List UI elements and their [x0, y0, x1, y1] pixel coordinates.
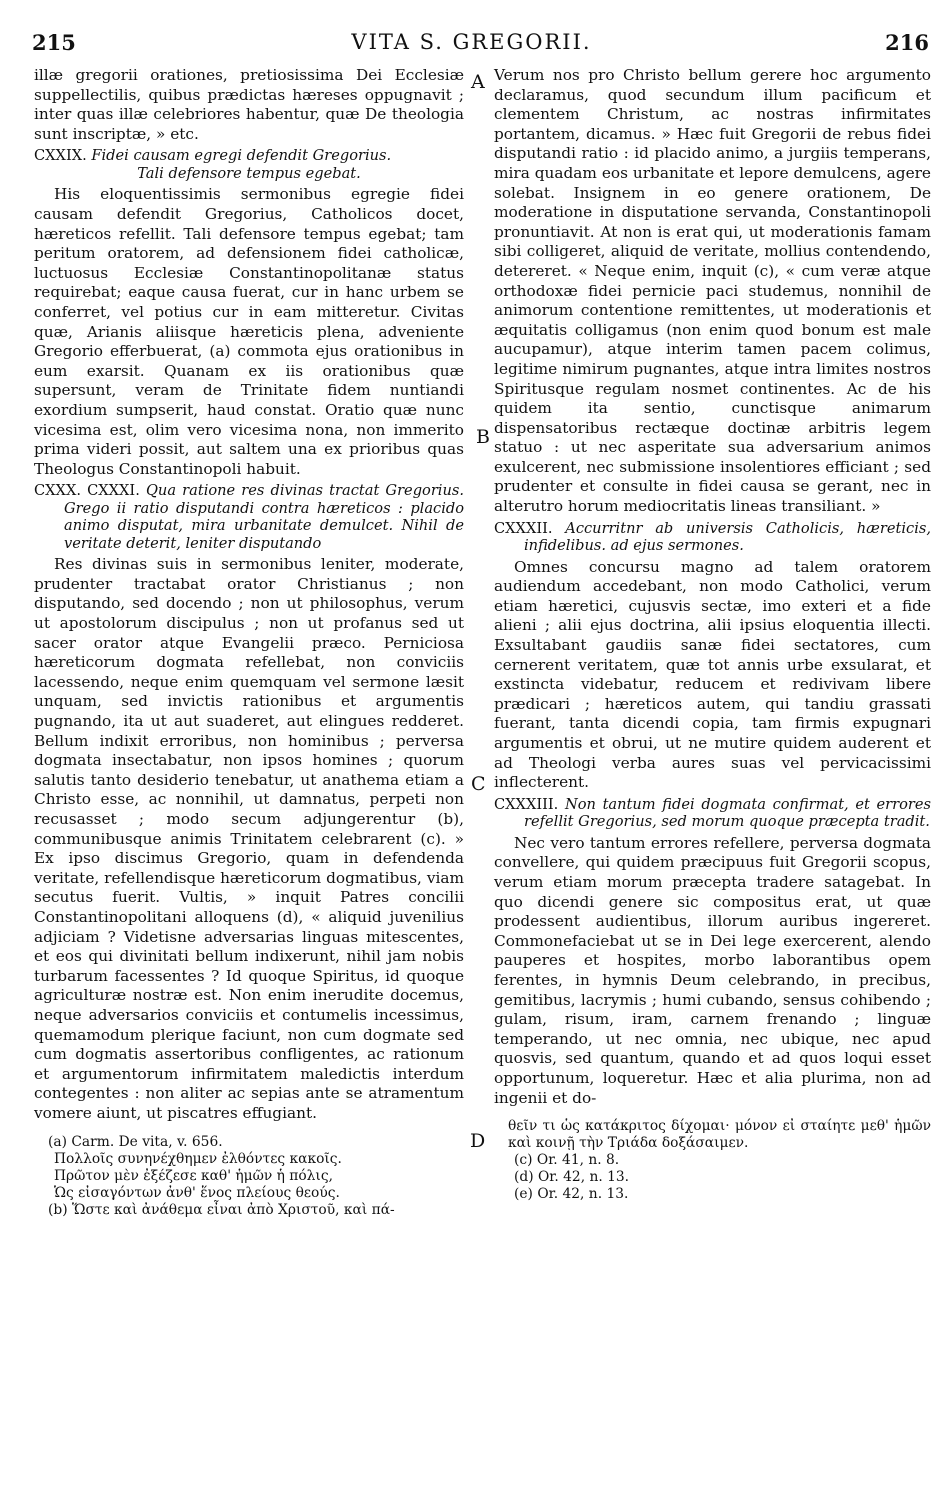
footnotes: [34, 1134, 464, 1219]
page-number-right: 216: [885, 30, 929, 55]
paragraph: His eloquentissimis sermonibus egregie fidei causam defendit Gregorius, Catholicos docet, hæreticos refellit. Tali defensore tempus egebat; tam peritum oratorem, ad defensionem fidei catholicæ, luctuosus Ecclesiæ Constantinopolitanæ status requirebat; eaque causa fuerat, cur in hanc urbem se conferret, vel potius cur in eam mitteretur. Civitas quæ, Arianis aliisque hæreticis plena, adveniente Gregorio efferbuerat, (a) commota ejus orationibus in eum exarsit. Quanam ex iis orationibus quæ supersunt, veram de Trinitate fidem nuntiandi exordium sumpserit, haud constat. Oratio quæ nunc vicesima est, olim vero vicesima nona, non immerito prima videri possit, aut saltem una ex prioribus quas Theologus Constantinopoli habuit.: [34, 185, 464, 478]
paragraph: Verum nos pro Christo bellum gerere hoc argumento declaramus, quod secundum illum pacificum et clementem Christum, ac nostras infirmitates portantem, dicamus. » Hæc fuit Gregorii de rebus fidei disputandi ratio : id placido animo, a jurgiis temperans, mira quadam eos urbanitate et lepore demulcens, agere solebat. Insignem in eo genere orationem, De moderatione in disputatione servanda, Constantinopoli pronuntiavit. At non is erat qui, ut moderationis famam sibi colligeret, aliquid de veritate, mollius contendendo, detereret. « Neque enim, inquit (c), « cum veræ atque orthodoxæ fidei pernicie paci studemus, nonnihil de animorum contentione remittentes, ut moderationis et æquitatis colligamus (non enim quod bonum est male aucupamur), atque interim tamen pacem colimus, legitime nimirum pugnantes, atque intra limites nostros Spiritusque regulam nosmet continentes. Ac de his quidem ita sentio, cunctisque animarum dispensatoribus rectæque doctinæ arbitris legem statuo : ut nec asperitate sua adversarium animos exulcerent, nec submissione insolentiores efficiant ; sed prudenter et consulte in fidei causa se gerant, nec in alterutro horum mediocritatis lineas transiliant. »: [494, 66, 931, 516]
margin-letter-b: B: [476, 426, 490, 448]
section-number: CXXXII.: [494, 519, 553, 537]
section-title: Accurritnr ab universis Catholicis, hæreticis, infidelibus. ad ejus sermones.: [524, 519, 931, 555]
paragraph: Omnes concursu magno ad talem oratorem audiendum accedebant, non modo Catholici, verum etiam hæretici, cujusvis sectæ, imo exteri et a fide alieni ; alii ejus doctrina, alii ipsius eloquentia illecti. Exsultabant gaudiis sanæ fidei sectatores, cum cernerent veritatem, quæ tot annis urbe exsularat, et exstincta videbatur, reducem et redivivam libere prædicari ; hæreticos autem, qui tandiu grassati fuerant, tanta dicendi copia, tam firmis expugnari argumentis et obrui, ut ne mutire quidem auderent et ad Theologi verba aures suas vel pervicacissimi inflecterent.: [494, 557, 931, 792]
section-heading: [494, 520, 931, 555]
section-heading: [34, 482, 464, 552]
right-column: [494, 66, 931, 1203]
page-number-left: 215: [32, 30, 76, 55]
footnote: (d) Or. 42, n. 13.: [514, 1169, 630, 1186]
section-title: Fidei causam egregi defendit Gregorius.: [91, 147, 392, 165]
footnote: (a) Carm. De vita, v. 656.: [48, 1133, 223, 1150]
margin-letter-c: C: [471, 773, 486, 795]
section-title: Qua ratione res divinas tractat Gregorius. Grego ii ratio disputandi contra hæreticos : placido animo disputat, mira urbanitate demulcet. Nihil de veritate deterit, leniter disputando: [64, 482, 464, 552]
paragraph: Res divinas suis in sermonibus leniter, moderate, prudenter tractabat orator Christianus ; non disputando, sed docendo ; non ut philosophus, verum ut apostolorum discipulus ; non ut profanus sed ut sacer orator atque Evangelii præco. Perniciosa hæreticorum dogmata refellebat, non conviciis lacessendo, neque enim quemquam vel sermone læsit unquam, sed invictis rationibus et argumentis pugnando, ita ut aut suaderet, aut elingues redderet. Bellum indixit erroribus, non hominibus ; perversa dogmata insectabatur, non ipsos homines ; quorum salutis tanto desiderio tenebatur, ut anathema etiam a Christo esse, ac nonnihil, ut damnatus, perpeti non recusasset ; modo secum adjungerentur (b), communibusque animis Trinitatem celebrarent (c). » Ex ipso discimus Gregorio, quam in defendenda veritate, refellendisque hæreticorum dogmatibus, viam secutus fuerit. Vultis, » inquit Patres concilii Constantinopolitani alloquens (d), « aliquid juvenilius adjiciam ? Videtisne adversarias linguas mitescentes, et eos qui divinitati bellum indixerunt, nihil jam nobis turbarum facessentes ? Id quoque Spiritus, id quoque agriculturæ nostræ est. Non enim inerudite docemus, neque adversarios conviciis et contumelis incessimus, quemamodum plerique faciunt, non cum dogmate sed cum dogmatis assertoribus confligentes, ac rationum et argumentorum infirmitatem maledictis interdum contegentes : non aliter ac sepias ante se atramentum vomere aiunt, ut piscatres effugiant.: [34, 555, 464, 1122]
section-number: CXXIX.: [34, 147, 87, 165]
section-number: CXXX. CXXXI.: [34, 482, 140, 500]
margin-letter-d: D: [470, 1130, 486, 1152]
left-column: [34, 66, 464, 1219]
footnote-greek-line: Πολλοῖς συνηνέχθημεν ἐλθόντες κακοῖς.: [54, 1150, 342, 1167]
section-title-line2: Tali defensore tempus egebat.: [137, 164, 361, 182]
paragraph: illæ gregorii orationes, pretiosissima Dei Ecclesiæ suppellectilis, quibus prædictas hæreses oppugnavit ; inter quas illæ celebriores habentur, quæ De theologia sunt inscriptæ, » etc.: [34, 66, 464, 143]
footnote: (c) Or. 41, n. 8.: [514, 1152, 620, 1169]
footnote-greek-line: Ὡς εἰσαγόντων ἀνθ' ἕνος πλείους θεούς.: [54, 1184, 340, 1201]
running-header: [0, 30, 943, 64]
footnote-greek-line: Πρῶτον μὲν ἐξέζεσε καθ' ἡμῶν ἡ πόλις,: [54, 1167, 333, 1184]
margin-letter-a: A: [471, 71, 485, 93]
footnotes: [494, 1118, 931, 1203]
paragraph: Nec vero tantum errores refellere, perversa dogmata convellere, qui quidem præcipuus fuit Gregorii scopus, verum etiam morum præcepta tradere satagebat. In quo dicendi genere sic compositus erat, ut quæ prodessent audientibus, illorum auribus ingereret. Commonefaciebat ut se in Dei lege exercerent, alendo pauperes et hospites, morbo laborantibus opem ferentes, in hymnis Deum celebrando, in precibus, gemitibus, lacrymis ; humi cubando, sensus cohibendo ; gulam, risum, iram, carnem frenando ; linguæ temperando, ut nec omnia, nec ubique, nec apud quosvis, sed quantum, quando et ad quos loqui esset opportunum, loqueretur. Hæc et alia plurima, non ad ingenii et do-: [494, 833, 931, 1107]
section-heading: [34, 147, 464, 182]
running-title: VITA S. GREGORII.: [351, 30, 592, 54]
section-heading: [494, 796, 931, 831]
section-title: Non tantum fidei dogmata confirmat, et errores refellit Gregorius, sed morum quoque præcepta tradit.: [524, 795, 931, 831]
footnote-greek-continuation: θεῖν τι ὡς κατάκριτος δίχομαι· μόνον εἰ σταίητε μεθ' ἡμῶν καὶ κοινῇ τὴν Τριάδα δοξάσαιμεν.: [508, 1118, 931, 1152]
footnote: (e) Or. 42, n. 13.: [514, 1186, 629, 1203]
footnote: (b) Ὥστε καὶ ἀνάθεμα εἶναι ἀπὸ Χριστοῦ, καὶ πά-: [48, 1201, 395, 1218]
section-number: CXXXIII.: [494, 795, 559, 813]
